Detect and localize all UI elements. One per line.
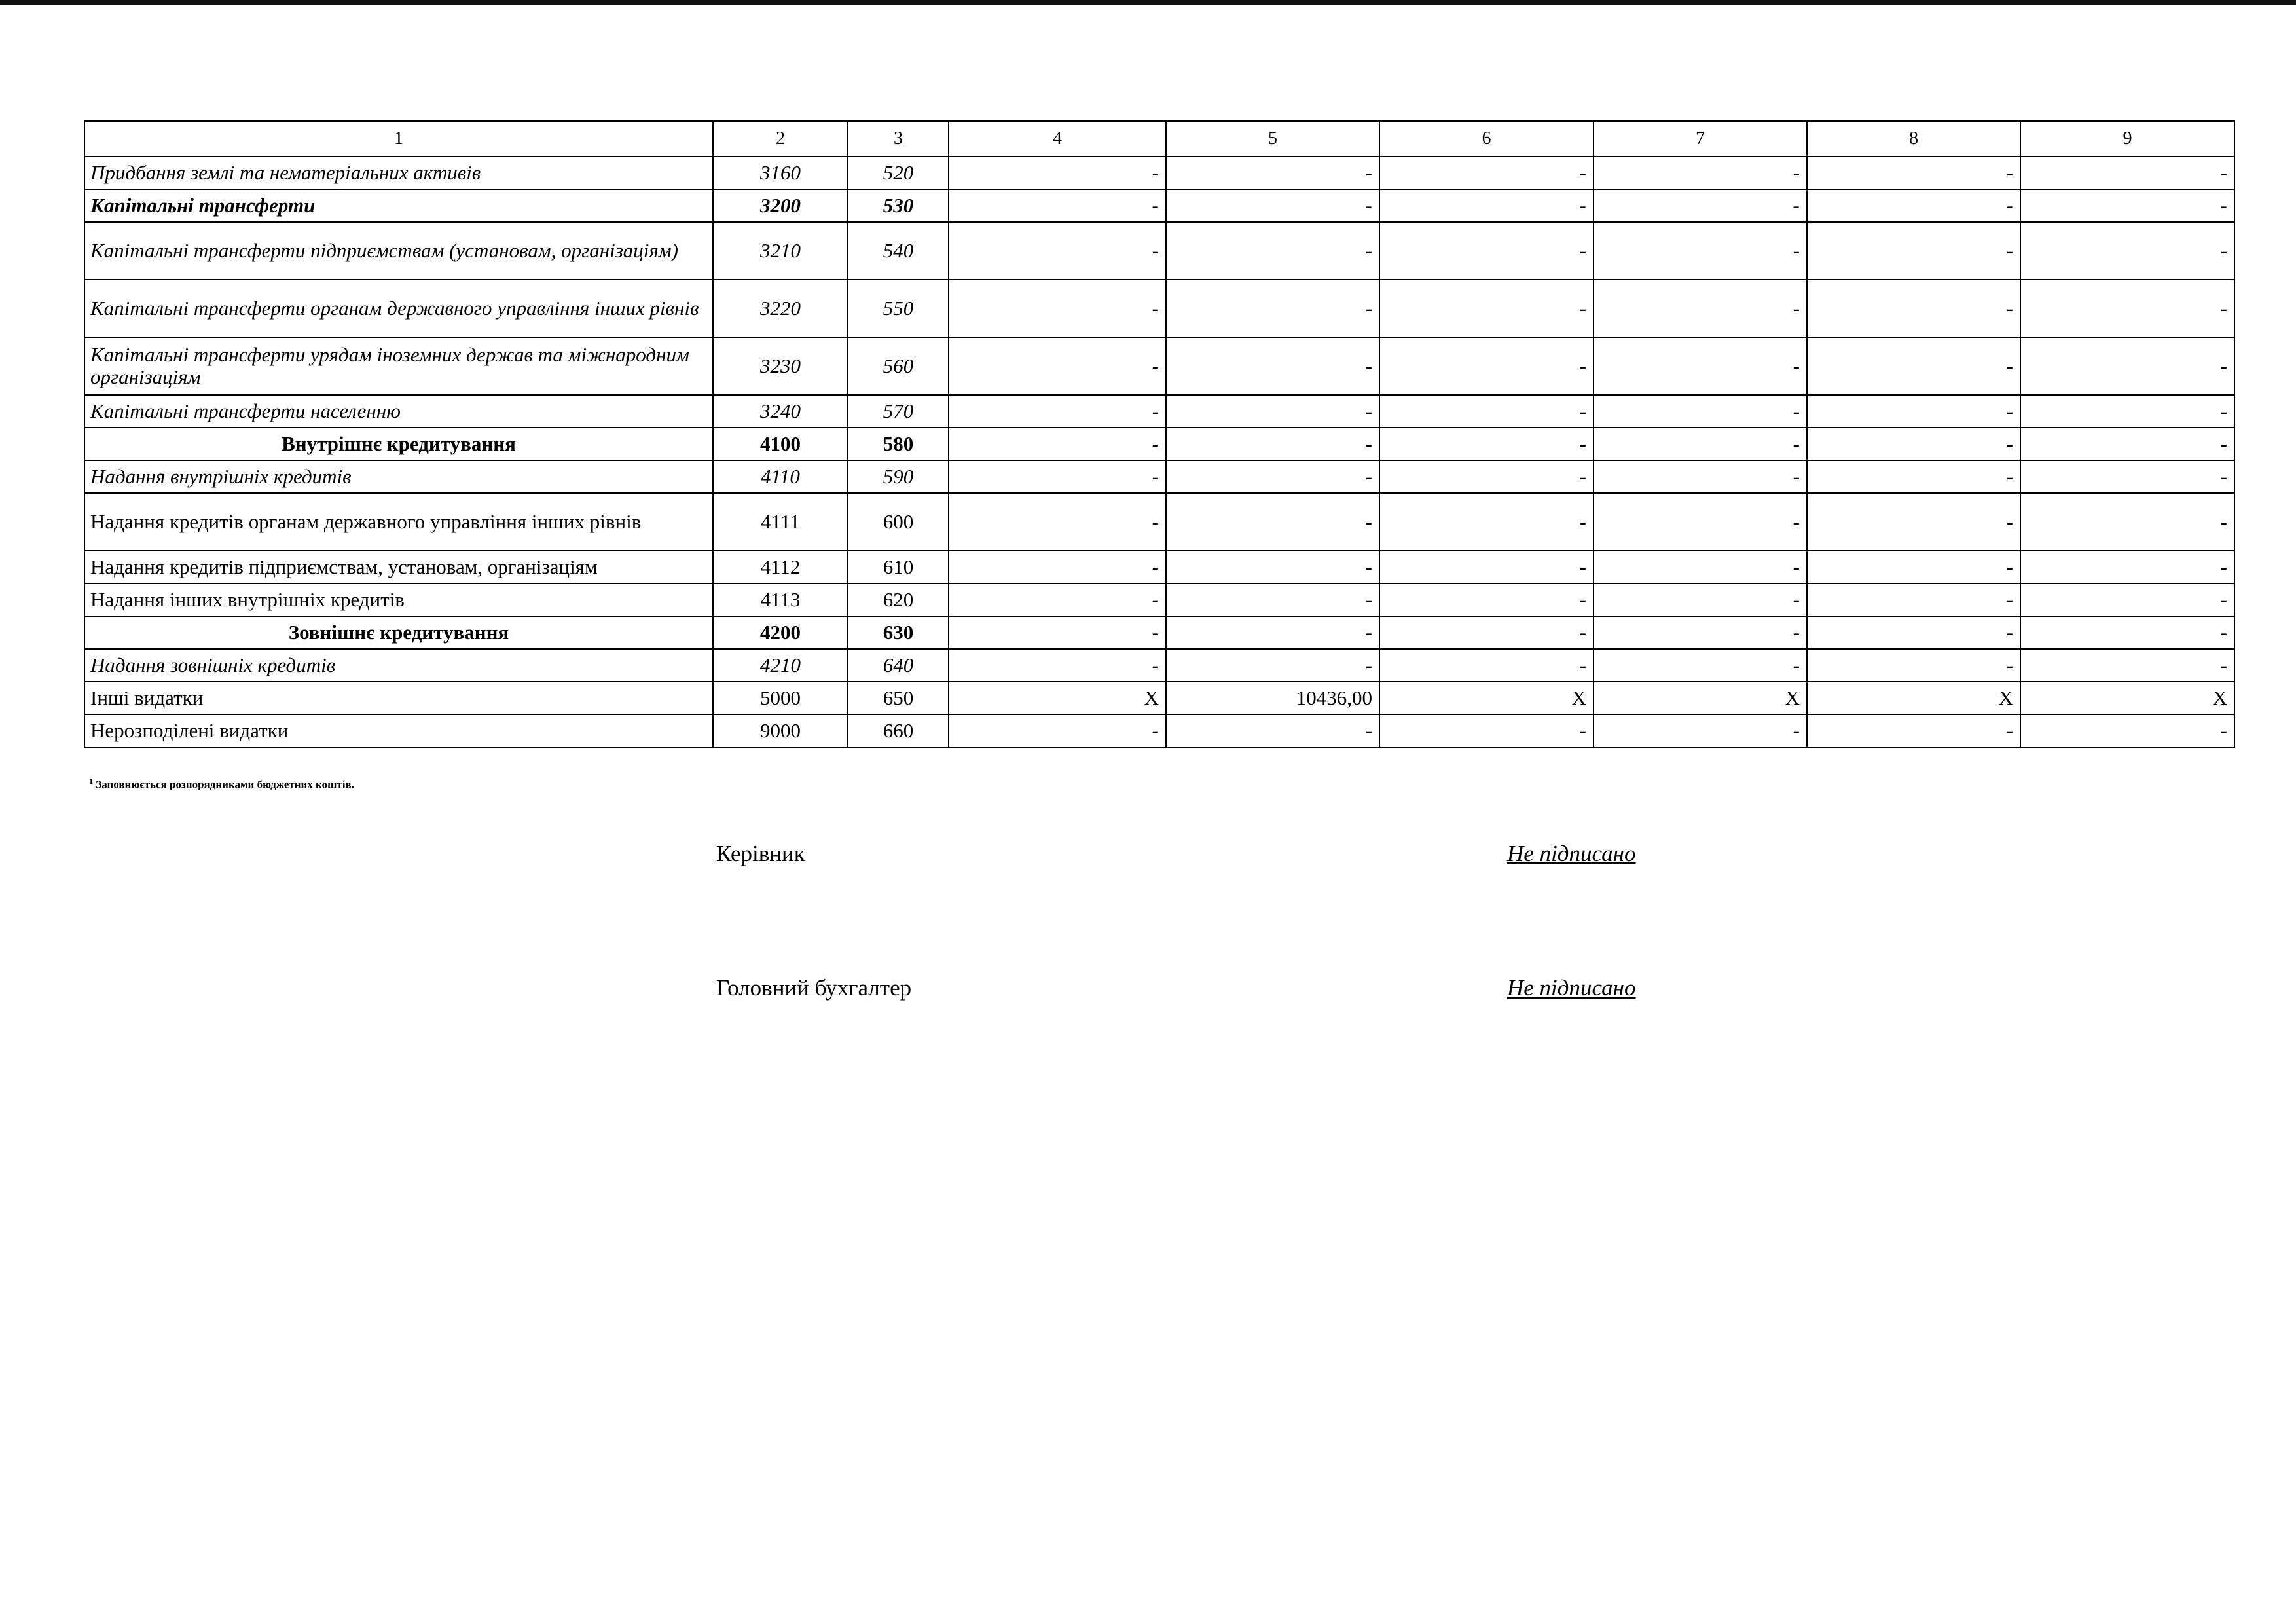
row-value: -	[1807, 583, 2020, 616]
row-name: Капітальні трансферти урядам іноземних держав та міжнародним організаціям	[84, 337, 713, 395]
row-name: Інші видатки	[84, 682, 713, 714]
row-value: X	[2020, 682, 2234, 714]
row-value: -	[1594, 551, 1807, 583]
row-code: 560	[848, 337, 949, 395]
row-value: -	[1379, 157, 1594, 189]
row-value: -	[1166, 616, 1379, 649]
row-value: -	[2020, 280, 2234, 337]
row-code: 520	[848, 157, 949, 189]
row-value: -	[1166, 493, 1379, 551]
row-code: 590	[848, 460, 949, 493]
row-value: -	[1807, 395, 2020, 428]
row-value: -	[1379, 337, 1594, 395]
row-value: -	[1594, 222, 1807, 280]
row-code: 570	[848, 395, 949, 428]
row-value: -	[1594, 395, 1807, 428]
row-value: -	[1166, 395, 1379, 428]
row-value: -	[2020, 714, 2234, 747]
row-value: -	[949, 428, 1166, 460]
row-value: -	[1166, 714, 1379, 747]
row-value: -	[1807, 714, 2020, 747]
row-name: Надання інших внутрішніх кредитів	[84, 583, 713, 616]
table-row	[84, 682, 2234, 714]
head-signature-label: Керівник	[716, 841, 805, 866]
row-kekv: 4210	[713, 649, 848, 682]
row-value: -	[2020, 395, 2234, 428]
row-value: -	[949, 189, 1166, 222]
row-value: -	[2020, 428, 2234, 460]
row-value: -	[949, 157, 1166, 189]
row-name: Надання внутрішніх кредитів	[84, 460, 713, 493]
row-code: 540	[848, 222, 949, 280]
row-kekv: 3160	[713, 157, 848, 189]
row-name: Капітальні трансферти	[84, 189, 713, 222]
table-row	[84, 583, 2234, 616]
table-row	[84, 460, 2234, 493]
column-number: 3	[848, 121, 949, 157]
row-value: -	[1379, 222, 1594, 280]
row-name: Капітальні трансферти населенню	[84, 395, 713, 428]
accountant-signature-label: Головний бухгалтер	[716, 975, 912, 1001]
row-value: -	[1807, 157, 2020, 189]
row-value: -	[2020, 222, 2234, 280]
row-value: -	[949, 551, 1166, 583]
row-value: -	[1594, 649, 1807, 682]
row-code: 610	[848, 551, 949, 583]
row-value: -	[1594, 157, 1807, 189]
column-number: 5	[1166, 121, 1379, 157]
row-name: Капітальні трансферти органам державного управління інших рівнів	[84, 280, 713, 337]
row-value: -	[1807, 493, 2020, 551]
row-value: -	[1594, 616, 1807, 649]
row-value: -	[2020, 493, 2234, 551]
row-value: -	[1594, 460, 1807, 493]
row-value: -	[949, 714, 1166, 747]
table-row	[84, 395, 2234, 428]
row-kekv: 3230	[713, 337, 848, 395]
row-value: -	[1166, 583, 1379, 616]
row-code: 660	[848, 714, 949, 747]
column-number: 1	[84, 121, 713, 157]
table-row	[84, 280, 2234, 337]
footnote-text: Заповнюється розпорядниками бюджетних коштів.	[96, 778, 354, 791]
row-kekv: 3210	[713, 222, 848, 280]
row-kekv: 4100	[713, 428, 848, 460]
row-value: -	[1807, 649, 2020, 682]
row-value: -	[1807, 616, 2020, 649]
row-value: -	[2020, 616, 2234, 649]
column-number-row	[84, 121, 2234, 157]
row-value: -	[1166, 337, 1379, 395]
row-value: -	[1166, 649, 1379, 682]
row-value: -	[949, 337, 1166, 395]
row-value: -	[1594, 493, 1807, 551]
row-value: -	[1166, 222, 1379, 280]
accountant-signature-status: Не підписано	[1507, 975, 1636, 1001]
table-row	[84, 222, 2234, 280]
row-kekv: 3220	[713, 280, 848, 337]
row-value: -	[1166, 280, 1379, 337]
column-number: 8	[1807, 121, 2020, 157]
row-value: -	[1594, 280, 1807, 337]
row-value: -	[949, 280, 1166, 337]
footnote	[89, 777, 354, 792]
table-row	[84, 157, 2234, 189]
row-value: -	[1379, 583, 1594, 616]
column-number: 7	[1594, 121, 1807, 157]
row-value: X	[1807, 682, 2020, 714]
row-value: -	[1379, 428, 1594, 460]
row-name: Надання кредитів підприємствам, установам, організаціям	[84, 551, 713, 583]
table-row	[84, 428, 2234, 460]
row-value: -	[1379, 714, 1594, 747]
row-kekv: 4112	[713, 551, 848, 583]
row-code: 630	[848, 616, 949, 649]
row-value: -	[1166, 189, 1379, 222]
table-row	[84, 337, 2234, 395]
row-kekv: 3200	[713, 189, 848, 222]
row-kekv: 4110	[713, 460, 848, 493]
row-value: -	[949, 649, 1166, 682]
row-value: -	[1594, 337, 1807, 395]
row-value: -	[1166, 157, 1379, 189]
row-value: X	[949, 682, 1166, 714]
row-value: -	[1807, 551, 2020, 583]
column-number: 9	[2020, 121, 2234, 157]
column-number: 2	[713, 121, 848, 157]
row-kekv: 4111	[713, 493, 848, 551]
row-value: -	[1379, 189, 1594, 222]
row-value: -	[1379, 616, 1594, 649]
row-value: -	[1166, 551, 1379, 583]
row-value: -	[2020, 460, 2234, 493]
table-row	[84, 649, 2234, 682]
head-signature-status: Не підписано	[1507, 841, 1636, 866]
row-value: -	[2020, 551, 2234, 583]
row-name: Внутрішнє кредитування	[84, 428, 713, 460]
row-code: 580	[848, 428, 949, 460]
row-value: -	[949, 395, 1166, 428]
row-value: -	[1807, 189, 2020, 222]
footnote-mark: 1	[89, 777, 93, 786]
table-row	[84, 493, 2234, 551]
table-row	[84, 189, 2234, 222]
row-value: -	[2020, 649, 2234, 682]
row-kekv: 4200	[713, 616, 848, 649]
row-value: -	[1807, 337, 2020, 395]
row-value: -	[1594, 714, 1807, 747]
row-value: X	[1594, 682, 1807, 714]
row-value: -	[1807, 460, 2020, 493]
row-value: -	[1379, 649, 1594, 682]
row-value: -	[2020, 157, 2234, 189]
row-kekv: 9000	[713, 714, 848, 747]
row-value: -	[949, 222, 1166, 280]
row-value: -	[949, 583, 1166, 616]
row-value: -	[2020, 337, 2234, 395]
row-value: -	[1594, 428, 1807, 460]
row-value: -	[1807, 222, 2020, 280]
row-value: -	[1379, 493, 1594, 551]
row-value: X	[1379, 682, 1594, 714]
row-value: -	[1166, 428, 1379, 460]
row-name: Нерозподілені видатки	[84, 714, 713, 747]
row-code: 620	[848, 583, 949, 616]
row-kekv: 3240	[713, 395, 848, 428]
scan-edge	[0, 0, 2296, 5]
row-value: -	[949, 616, 1166, 649]
table-row	[84, 551, 2234, 583]
row-value: -	[1379, 280, 1594, 337]
row-value: -	[949, 460, 1166, 493]
row-name: Надання кредитів органам державного управління інших рівнів	[84, 493, 713, 551]
row-value: -	[1594, 189, 1807, 222]
row-kekv: 4113	[713, 583, 848, 616]
row-value: -	[1379, 395, 1594, 428]
column-number: 6	[1379, 121, 1594, 157]
expenditure-table	[84, 120, 2235, 748]
row-code: 600	[848, 493, 949, 551]
row-code: 640	[848, 649, 949, 682]
row-value: -	[1807, 428, 2020, 460]
row-value: -	[1379, 460, 1594, 493]
row-value: 10436,00	[1166, 682, 1379, 714]
row-value: -	[2020, 189, 2234, 222]
row-kekv: 5000	[713, 682, 848, 714]
row-value: -	[2020, 583, 2234, 616]
row-value: -	[949, 493, 1166, 551]
column-number: 4	[949, 121, 1166, 157]
row-name: Капітальні трансферти підприємствам (установам, організаціям)	[84, 222, 713, 280]
row-value: -	[1379, 551, 1594, 583]
table-row	[84, 714, 2234, 747]
row-name: Надання зовнішніх кредитів	[84, 649, 713, 682]
row-name: Зовнішнє кредитування	[84, 616, 713, 649]
row-value: -	[1166, 460, 1379, 493]
row-code: 530	[848, 189, 949, 222]
row-code: 550	[848, 280, 949, 337]
row-value: -	[1807, 280, 2020, 337]
row-code: 650	[848, 682, 949, 714]
table-row	[84, 616, 2234, 649]
row-name: Придбання землі та нематеріальних активів	[84, 157, 713, 189]
row-value: -	[1594, 583, 1807, 616]
